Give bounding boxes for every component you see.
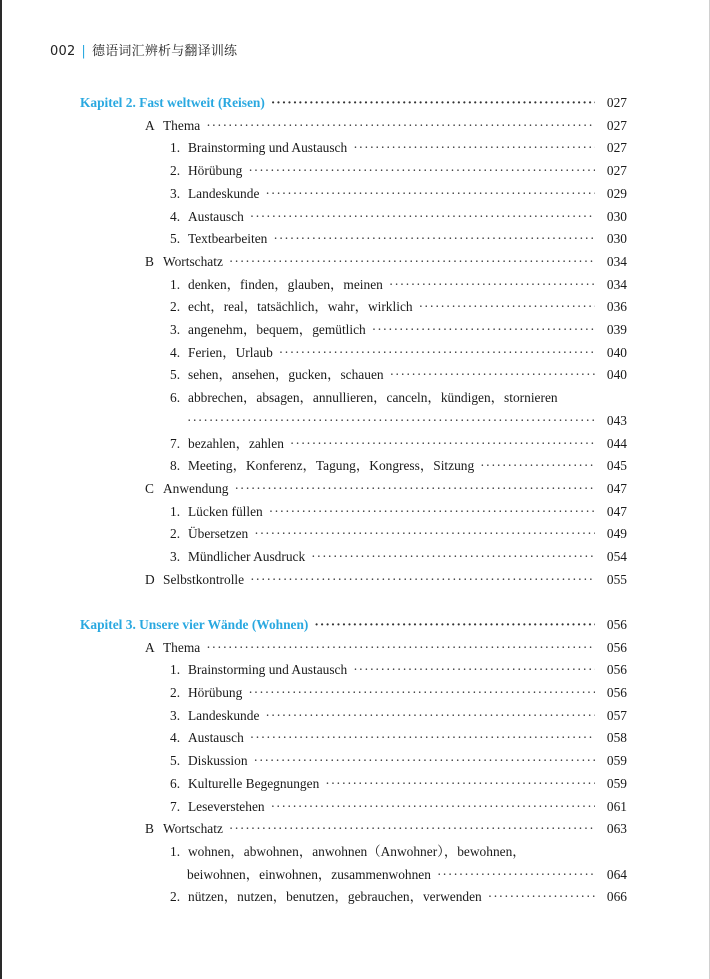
item-number: 7.	[170, 798, 181, 814]
toc-item[interactable]	[170, 729, 627, 747]
toc-section[interactable]	[145, 820, 627, 838]
item-number: 8.	[170, 458, 181, 474]
item-number: 5.	[170, 367, 181, 383]
toc-item[interactable]	[170, 752, 627, 770]
page-number: 049	[606, 526, 627, 542]
section-letter: B	[145, 821, 154, 837]
item-title: Austausch	[188, 208, 244, 224]
dot-leader	[273, 230, 595, 248]
page-number: 029	[606, 185, 627, 201]
dot-leader	[419, 298, 595, 316]
dot-leader	[290, 435, 595, 453]
toc-item[interactable]	[170, 888, 627, 906]
toc-item[interactable]	[170, 344, 627, 362]
item-number: 3.	[170, 549, 181, 564]
item-number: 1.	[170, 503, 181, 519]
toc-item[interactable]	[170, 707, 627, 725]
item-title: angenehm，bequem，gemütlich	[188, 322, 366, 337]
page-number: 056	[606, 662, 627, 678]
page-number: 056	[606, 685, 627, 700]
dot-leader	[250, 571, 595, 589]
page-number: 045	[606, 458, 627, 474]
chapter-title: Kapitel 2. Fast weltweit (Reisen)	[80, 95, 265, 110]
item-title: Diskussion	[188, 753, 248, 769]
toc-section[interactable]	[145, 253, 627, 271]
toc-item[interactable]	[170, 435, 627, 453]
dot-leader	[248, 162, 595, 180]
running-header	[50, 40, 237, 59]
dot-leader	[480, 457, 595, 475]
section-title: Anwendung	[163, 480, 229, 496]
page-number: 027	[606, 117, 627, 133]
toc-item[interactable]	[170, 139, 627, 157]
item-number: 3.	[170, 322, 181, 337]
item-title: Brainstorming und Austausch	[188, 662, 348, 678]
item-title: abbrechen，absagen，annullieren，canceln，kündigen，stornieren	[188, 390, 558, 406]
dot-leader	[279, 344, 595, 362]
item-number: 3.	[170, 185, 181, 201]
item-title: Mündlicher Ausdruck	[188, 549, 306, 564]
toc-item[interactable]	[170, 366, 627, 384]
dot-leader	[372, 321, 595, 339]
toc-item-line[interactable]	[170, 843, 526, 861]
toc-item-continuation[interactable]	[187, 866, 627, 884]
toc-item-line[interactable]	[170, 389, 558, 407]
page-number: 047	[606, 503, 627, 519]
dot-leader	[437, 866, 595, 884]
page-number: 056	[606, 616, 627, 632]
dot-leader	[325, 775, 595, 793]
item-number: 1.	[170, 843, 181, 859]
toc-item[interactable]	[170, 548, 627, 566]
page-number: 059	[606, 753, 627, 769]
page-number: 043	[606, 412, 627, 428]
item-title: Meeting，Konferenz，Tagung，Kongress，Sitzung	[188, 458, 475, 474]
item-title: wohnen，abwohnen，anwohnen（Anwohner），bewohnen，	[188, 843, 526, 859]
item-number: 6.	[170, 775, 181, 791]
item-title: Textbearbeiten	[188, 231, 268, 247]
page-number: 061	[606, 798, 627, 814]
page-number: 044	[606, 435, 627, 451]
page-number: 058	[606, 730, 627, 746]
section-title: Thema	[163, 639, 201, 655]
dot-leader	[250, 208, 595, 226]
page-number: 034	[606, 276, 627, 292]
toc-section[interactable]	[145, 639, 627, 657]
page-number: 054	[606, 549, 627, 564]
item-title: Hörübung	[188, 163, 243, 179]
header-book-title: 德语词汇辨析与翻译训练	[92, 44, 238, 59]
dot-leader	[390, 366, 595, 384]
header-separator: |	[81, 44, 87, 59]
item-number: 2.	[170, 685, 181, 700]
toc-item[interactable]	[170, 208, 627, 226]
toc-item[interactable]	[170, 525, 627, 543]
toc-item[interactable]	[170, 661, 627, 679]
dot-leader	[271, 94, 595, 112]
section-letter: B	[145, 253, 154, 269]
toc-chapter[interactable]	[80, 616, 627, 634]
page-number: 047	[606, 480, 627, 496]
page-number: 059	[606, 775, 627, 791]
section-title: Wortschatz	[163, 821, 223, 837]
section-letter: A	[145, 117, 155, 133]
item-number: 7.	[170, 435, 181, 451]
item-title: Leseverstehen	[188, 798, 265, 814]
toc-item[interactable]	[170, 230, 627, 248]
dot-leader	[314, 616, 595, 634]
page-number: 027	[606, 95, 627, 110]
item-title: nützen，nutzen，benutzen，gebrauchen，verwenden	[188, 889, 482, 905]
toc-chapter[interactable]	[80, 94, 627, 112]
dot-leader	[488, 888, 595, 906]
dot-leader	[265, 707, 595, 725]
item-number: 4.	[170, 730, 181, 746]
dot-leader	[206, 117, 595, 135]
page-number: 057	[606, 707, 627, 723]
toc-item[interactable]	[170, 684, 627, 702]
item-title: echt，real，tatsächlich，wahr，wirklich	[188, 299, 413, 315]
item-title: Ferien，Urlaub	[188, 344, 273, 360]
item-number: 2.	[170, 299, 181, 315]
page-number: 056	[606, 639, 627, 655]
item-number: 2.	[170, 163, 181, 179]
toc-item-leader-line[interactable]	[187, 412, 627, 430]
item-title: Brainstorming und Austausch	[188, 140, 348, 156]
toc-item[interactable]	[170, 775, 627, 793]
toc-item[interactable]	[170, 457, 627, 475]
dot-leader	[187, 412, 595, 430]
dot-leader	[311, 548, 595, 566]
item-number: 4.	[170, 344, 181, 360]
item-title: bezahlen，zahlen	[188, 435, 284, 451]
toc-item[interactable]	[170, 798, 627, 816]
dot-leader	[250, 729, 595, 747]
item-number: 2.	[170, 889, 181, 905]
toc-section[interactable]	[145, 480, 627, 498]
toc-section[interactable]	[145, 571, 627, 589]
toc-item[interactable]	[170, 298, 627, 316]
item-title: Landeskunde	[188, 707, 260, 723]
item-number: 5.	[170, 753, 181, 769]
item-title: Lücken füllen	[188, 503, 263, 519]
dot-leader	[271, 798, 595, 816]
page-number: 040	[606, 367, 627, 383]
dot-leader	[206, 639, 595, 657]
dot-leader	[229, 253, 595, 271]
page-number: 034	[606, 253, 627, 269]
section-letter: A	[145, 639, 155, 655]
item-title: Hörübung	[188, 685, 243, 700]
page-number: 064	[606, 866, 627, 882]
chapter-title: Kapitel 3. Unsere vier Wände (Wohnen)	[80, 616, 309, 632]
dot-leader	[389, 276, 595, 294]
item-number: 1.	[170, 662, 181, 678]
page-number: 040	[606, 344, 627, 360]
item-number: 6.	[170, 390, 181, 406]
item-number: 1.	[170, 276, 181, 292]
toc-item[interactable]	[170, 503, 627, 521]
page-number: 027	[606, 140, 627, 156]
section-title: Wortschatz	[163, 253, 223, 269]
toc-section[interactable]	[145, 117, 627, 135]
section-letter: C	[145, 480, 154, 496]
section-title: Thema	[163, 117, 201, 133]
item-number: 1.	[170, 140, 181, 156]
item-title: Austausch	[188, 730, 244, 746]
toc-item[interactable]	[170, 321, 627, 339]
page-number: 039	[606, 322, 627, 337]
page-number: 030	[606, 231, 627, 247]
dot-leader	[254, 525, 595, 543]
dot-leader	[254, 752, 595, 770]
dot-leader	[234, 480, 595, 498]
item-number: 2.	[170, 526, 181, 542]
page-number: 063	[606, 821, 627, 837]
dot-leader	[265, 185, 595, 203]
toc-item[interactable]	[170, 185, 627, 203]
page-number: 055	[606, 571, 627, 587]
page-number: 030	[606, 208, 627, 224]
item-title: Übersetzen	[188, 526, 249, 542]
item-number: 5.	[170, 231, 181, 247]
item-title-continued: beiwohnen，einwohnen，zusammenwohnen	[187, 866, 431, 882]
dot-leader	[353, 139, 595, 157]
dot-leader	[248, 684, 595, 702]
page-number: 036	[606, 299, 627, 315]
dot-leader	[269, 503, 595, 521]
dot-leader	[353, 661, 595, 679]
item-number: 3.	[170, 707, 181, 723]
item-title: Landeskunde	[188, 185, 260, 201]
item-number: 4.	[170, 208, 181, 224]
page-number: 066	[606, 889, 627, 905]
section-title: Selbstkontrolle	[163, 571, 245, 587]
page-left-edge	[0, 0, 2, 979]
item-title: denken，finden，glauben，meinen	[188, 276, 383, 292]
toc-item[interactable]	[170, 276, 627, 294]
section-letter: D	[145, 571, 155, 587]
page-number: 027	[606, 163, 627, 179]
item-title: sehen，ansehen，gucken，schauen	[188, 367, 384, 383]
header-page-number: 002	[50, 44, 76, 59]
item-title: Kulturelle Begegnungen	[188, 775, 320, 791]
toc-item[interactable]	[170, 162, 627, 180]
dot-leader	[229, 820, 595, 838]
